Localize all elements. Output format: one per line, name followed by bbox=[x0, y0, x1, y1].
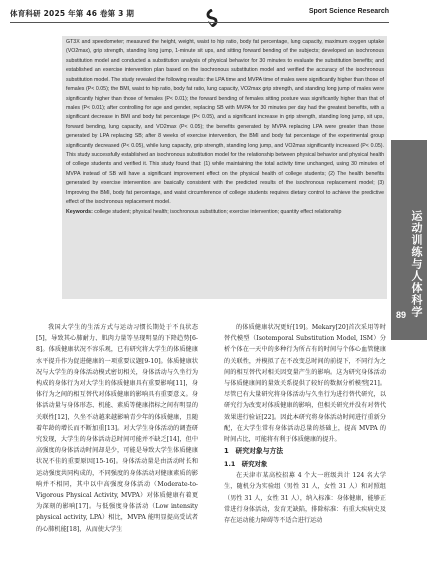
keywords-label: Keywords: bbox=[66, 208, 93, 215]
section-side-title: 运动训练与人体科学 bbox=[410, 210, 423, 318]
page-number: 89 bbox=[396, 310, 407, 320]
intro-paragraph-continued: 的体质健康状况更好[19]。Mekary[20]首次采用等时替代模型（Isotemporal Substitution Model, ISM）分析个体在一天中的多种行为所占有的时间与个体心血管健康的关联性，并模拟了在不改变总时间的前提下，不同行为之间的相互替代对相关因变量产生的影响。这为研究身体活动与体质健康间的量效关系提供了较好的数据分析模型[21]。尽管已有大量研究将身体活动与久坐行为进行替代研究，以研究行为改变对体质健康的影响，但相关研究并没有对替代效果进行验证[22]。因此本研究将身体活动时间进行重新分配，在大学生常有身体活动总量的基础上，提高 MVPA 的时间占比，可能将有利于体质健康的提升。 bbox=[224, 324, 386, 444]
english-abstract bbox=[66, 38, 384, 217]
intro-paragraph: 我国大学生的生活方式与运动习惯长期处于不良状态[5]，导致其心肺耐力、肌肉力量等呈现明显的下降趋势[6-8]。体质健康状况不容乐观，已有研究将大学生的体质健康水平提升作为促进健康的一项重要议题[9-10]。体质健康状况与大学生的身体活动模式密切相关，身体活动与久坐行为构成的身体行为对大学生的体质健康具有重要影响[11]，身体行为之间的相互替代对体质健康的影响具有重要意义。身体活动量与身体形态、机能、素质等健康指标之间有明显的关联性[12]，久坐不动越来越影响青少年的体质健康，且随着年龄的增长而不断加重[13]。对大学生身体活动的调查研究发现，大学生的身体活动总时间可能并不缺乏[14]，但中高强度的身体活动时间却是少，可能是导致大学生体质健康状况不佳的重要原因[15-16]。身体活动量是由活动时长和运动强度共同构成的，不同强度的身体活动对健康素质的影响并不相同，其中以中高强度身体活动（Moderate-to-Vigorous Physical Activity, MVPA）对体质健康有着更为深刻的影响[17]。与低强度身体活动（Low intensity physical activity, LPA）相比，MVPA 能明显提高受试者的心肺机能[18]，从而使大学生 bbox=[36, 324, 198, 533]
header-rule bbox=[10, 22, 389, 23]
journal-english-name: Sport Science Research bbox=[308, 8, 389, 15]
subjects-paragraph: 在天津市某高校招募 4 个大一班级共计 124 名大学生，随机分为实验组（男性 31 人，女性 31 人）和对照组（男性 31 人，女性 31 人），纳入标准：身体健康，能够正常进行身体活动，发育无缺陷，排除标准：有重大疾病史及存在运动能力障碍等不适合进行运动 bbox=[224, 472, 386, 525]
journal-logo-icon bbox=[203, 9, 221, 27]
page-header bbox=[0, 0, 427, 38]
abstract-body: GT3X and speedometer; measured the height, weight, waist to hip ratio, body fat percentage, lung capacity, maximum oxygen uptake (VO2max), grip strength, standing long jump, 1-minute sit ups, and sitting forward bending of the subjects; developed an isochronous substitution model and conducted a substitution analysis of physical behavior for 30 minutes to evaluate the substitution benefits; and established an exercise intervention plan based on the isochronous substitution model and verified the accuracy of the isochronous substitution model. The study revealed the following results: the LPA time and MVPA time of males were significantly higher than those of females (P< 0.05); the BMI, waist to hip ratio, body fat ratio, lung capacity, VO2max grip strength, and standing long jump of males were significantly higher than those of females (P< 0.01); the forward bending of females sitting posture was significantly higher than that of males (P< 0.01); after controlling for age and gender, replacing SB with MVPA for 30 minutes per day had the greatest benefits, with a significant decrease in BMI and body fat percentage (P< 0.05), and a significant increase in grip strength, standing long jump, sit ups, forward bending, lung capacity, and VO2max (P< 0.05); the benefits generated by MVPA replacing LPA were greater than those generated by LPA replacing SB; after 8 weeks of exercise intervention, the BMI and body fat percentage of the experimental group significantly decreased (P< 0.05), while lung capacity, grip strength, standing long jump, and VO2max significantly increased (P< 0.05). This study successfully established an isochronous substitution model for the relationship between physical behavior and physical health of college students and verified it. This study found that: (1) while maintaining the total activity time unchanged, using 30 minutes of MVPA instead of SB will have a significant improvement effect on the physical health of college students; (2) The health benefits generated by exercise intervention are basically consistent with the predicted results of the isochronous replacement model; (3) Improving the BMI, body fat percentage, and waist circumference of college students requires dietary control to achieve the predictive effect of the isochronous replacement model. bbox=[66, 39, 384, 206]
body-right-column bbox=[224, 322, 386, 526]
subsection-heading: 1.1 研究对象 bbox=[224, 460, 268, 469]
keywords-line bbox=[66, 208, 384, 217]
keywords-text: college student; physical health; isochronous substitution; exercise intervention; quantity effect relationship bbox=[92, 208, 342, 215]
section-heading: 1 研究对象与方法 bbox=[224, 447, 284, 456]
body-left-column bbox=[36, 322, 198, 535]
journal-issue: 体育科研 2025 年第 46 卷第 3 期 bbox=[10, 9, 135, 18]
